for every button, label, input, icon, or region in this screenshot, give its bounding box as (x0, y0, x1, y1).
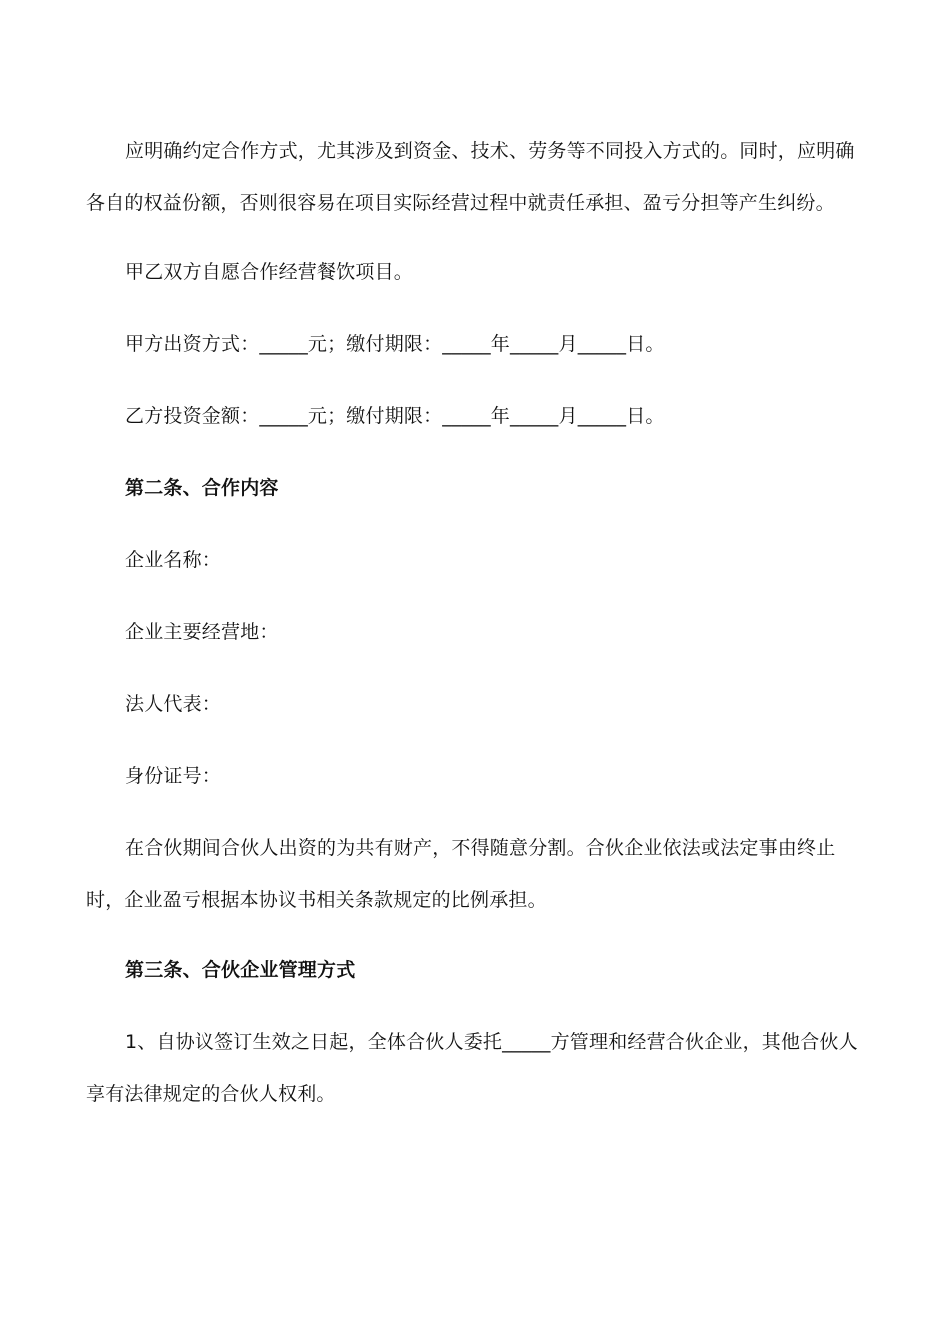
paragraph-cooperation-method: 应明确约定合作方式，尤其涉及到资金、技术、劳务等不同投入方式的。同时，应明确各自的权益份额，否则很容易在项目实际经营过程中就责任承担、盈亏分担等产生纠纷。 (86, 140, 855, 214)
section-heading-management: 第三条、合伙企业管理方式 (125, 959, 356, 981)
field-legal-representative: 法人代表： (125, 693, 222, 715)
paragraph-joint-operation: 甲乙双方自愿合作经营餐饮项目。 (125, 261, 414, 283)
field-business-location: 企业主要经营地： (125, 621, 279, 643)
party-a-contribution-line: 甲方出资方式：_____元；缴付期限：_____年_____月_____日。 (125, 333, 665, 355)
party-b-investment-line: 乙方投资金额：_____元；缴付期限：_____年_____月_____日。 (125, 405, 665, 427)
paragraph-management-clause-1: 1、自协议签订生效之日起，全体合伙人委托_____方管理和经营合伙企业，其他合伙人享有法律规定的合伙人权利。 (86, 1031, 858, 1105)
section-heading-cooperation-content: 第二条、合作内容 (125, 477, 279, 499)
field-id-number: 身份证号： (125, 765, 222, 787)
field-enterprise-name: 企业名称： (125, 549, 222, 571)
paragraph-joint-property: 在合伙期间合伙人出资的为共有财产，不得随意分割。合伙企业依法或法定事由终止时，企业盈亏根据本协议书相关条款规定的比例承担。 (86, 837, 836, 911)
